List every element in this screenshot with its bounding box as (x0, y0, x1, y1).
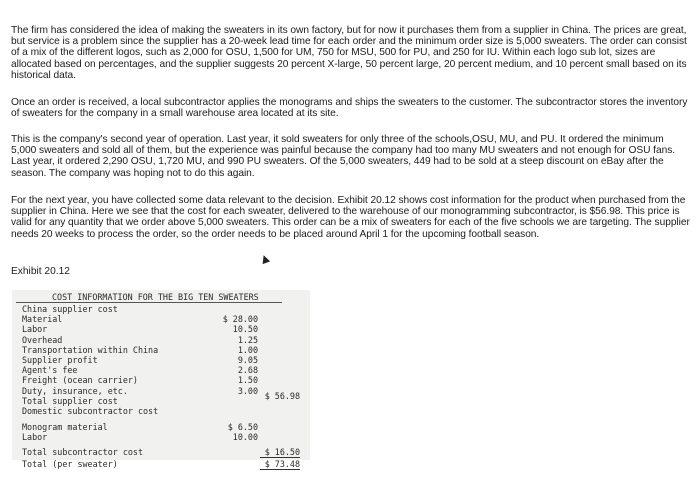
table-row-label: Total (per sweater) (22, 458, 118, 469)
table-row-total-value: $ 56.98 (264, 390, 300, 401)
table-row-item-value: 10.50 (232, 324, 258, 335)
table-row-label: Monogram material (22, 422, 108, 433)
table-row-label: Labor (22, 324, 48, 335)
table-row-item-value: 3.00 (237, 385, 258, 396)
table-row-item-value: $ 28.00 (222, 314, 258, 325)
table-row-label: Freight (ocean carrier) (22, 375, 138, 386)
table-row-total-value: $ 16.50 (264, 446, 300, 457)
table-row-label: Duty, insurance, etc. (22, 385, 128, 396)
paragraph-next-year: For the next year, you have collected some data relevant to the decision. Exhibit 20.12 shows cost information for the product when purchased from the supplier in China. Here we see that the cost for each sweater, delivered to the warehouse of our monogramming subcontractor, is $56.98. This price is valid for any quantity that we order above 5,000 sweaters. This order can be a mix of sweaters for each of the five schools we are targeting. The supplier needs 20 weeks to process the order, so the order needs to be placed around April 1 for the upcoming football season. (11, 195, 690, 240)
table-row-item-value: 9.05 (237, 355, 258, 365)
table-row-label: Overhead (22, 334, 63, 345)
table-row-item-value: 1.25 (237, 334, 258, 345)
table-row-label: China supplier cost (22, 304, 118, 314)
table-row-label: Total supplier cost (22, 395, 118, 406)
table-row-label: Domestic subcontractor cost (22, 406, 159, 416)
table-row-label: Material (22, 314, 63, 325)
table-row-item-value: 1.50 (237, 375, 258, 386)
table-row-item-value: $ 6.50 (227, 422, 258, 433)
cost-information-table (12, 290, 310, 469)
exhibit-label: Exhibit 20.12 (11, 266, 70, 277)
paragraph-second-year: This is the company's second year of operation. Last year, it sold sweaters for only three of the schools,OSU, MU, and PU. It ordered the minimum 5,000 sweaters and sold all of them, but the experience was painful because the company had too many MU sweaters and not enough for OSU fans. Last year, it ordered 2,290 OSU, 1,720 MU, and 990 PU sweaters. Of the 5,000 sweaters, 449 had to be sold at a steep discount on eBay after the season. The company was hoping not to do this again. (11, 134, 676, 179)
table-title: COST INFORMATION FOR THE BIG TEN SWEATERS (52, 292, 259, 302)
table-row-label: Supplier profit (22, 355, 98, 365)
table-row-label: Transportation within China (22, 344, 159, 355)
table-row-total-value: $ 73.48 (264, 458, 300, 469)
paragraph-subcontractor: Once an order is received, a local subcontractor applies the monograms and ships the sweaters to the customer. The subcontractor stores the inventory of sweaters for the company in a small warehouse area located at its site. (11, 97, 688, 120)
table-row-item-value: 1.00 (237, 344, 258, 355)
total-underline (260, 457, 300, 458)
table-title-rule (16, 302, 282, 303)
paragraph-supplier: The firm has considered the idea of making the sweaters in its own factory, but for now it purchases them from a supplier in China. The prices are great, but service is a problem since the supplier has a 20-week lead time for each order and the minimum order size is 5,000 sweaters. The order can consist of a mix of the different logos, such as 2,000 for OSU, 1,500 for UM, 750 for MSU, 500 for PU, and 250 for IU. Within each logo sub lot, sizes are allocated based on percentages, and the supplier suggests 20 percent X-large, 50 percent large, 20 percent medium, and 10 percent small based on its historical data. (11, 25, 687, 81)
table-row-item-value: 10.00 (232, 432, 258, 443)
total-underline (260, 469, 300, 470)
table-row-label: Agent's fee (22, 365, 78, 376)
table-row-item-value: 2.68 (237, 365, 258, 376)
table-row-label: Total subcontractor cost (22, 446, 144, 457)
mouse-cursor-icon (260, 254, 270, 264)
table-row-label: Labor (22, 432, 48, 443)
